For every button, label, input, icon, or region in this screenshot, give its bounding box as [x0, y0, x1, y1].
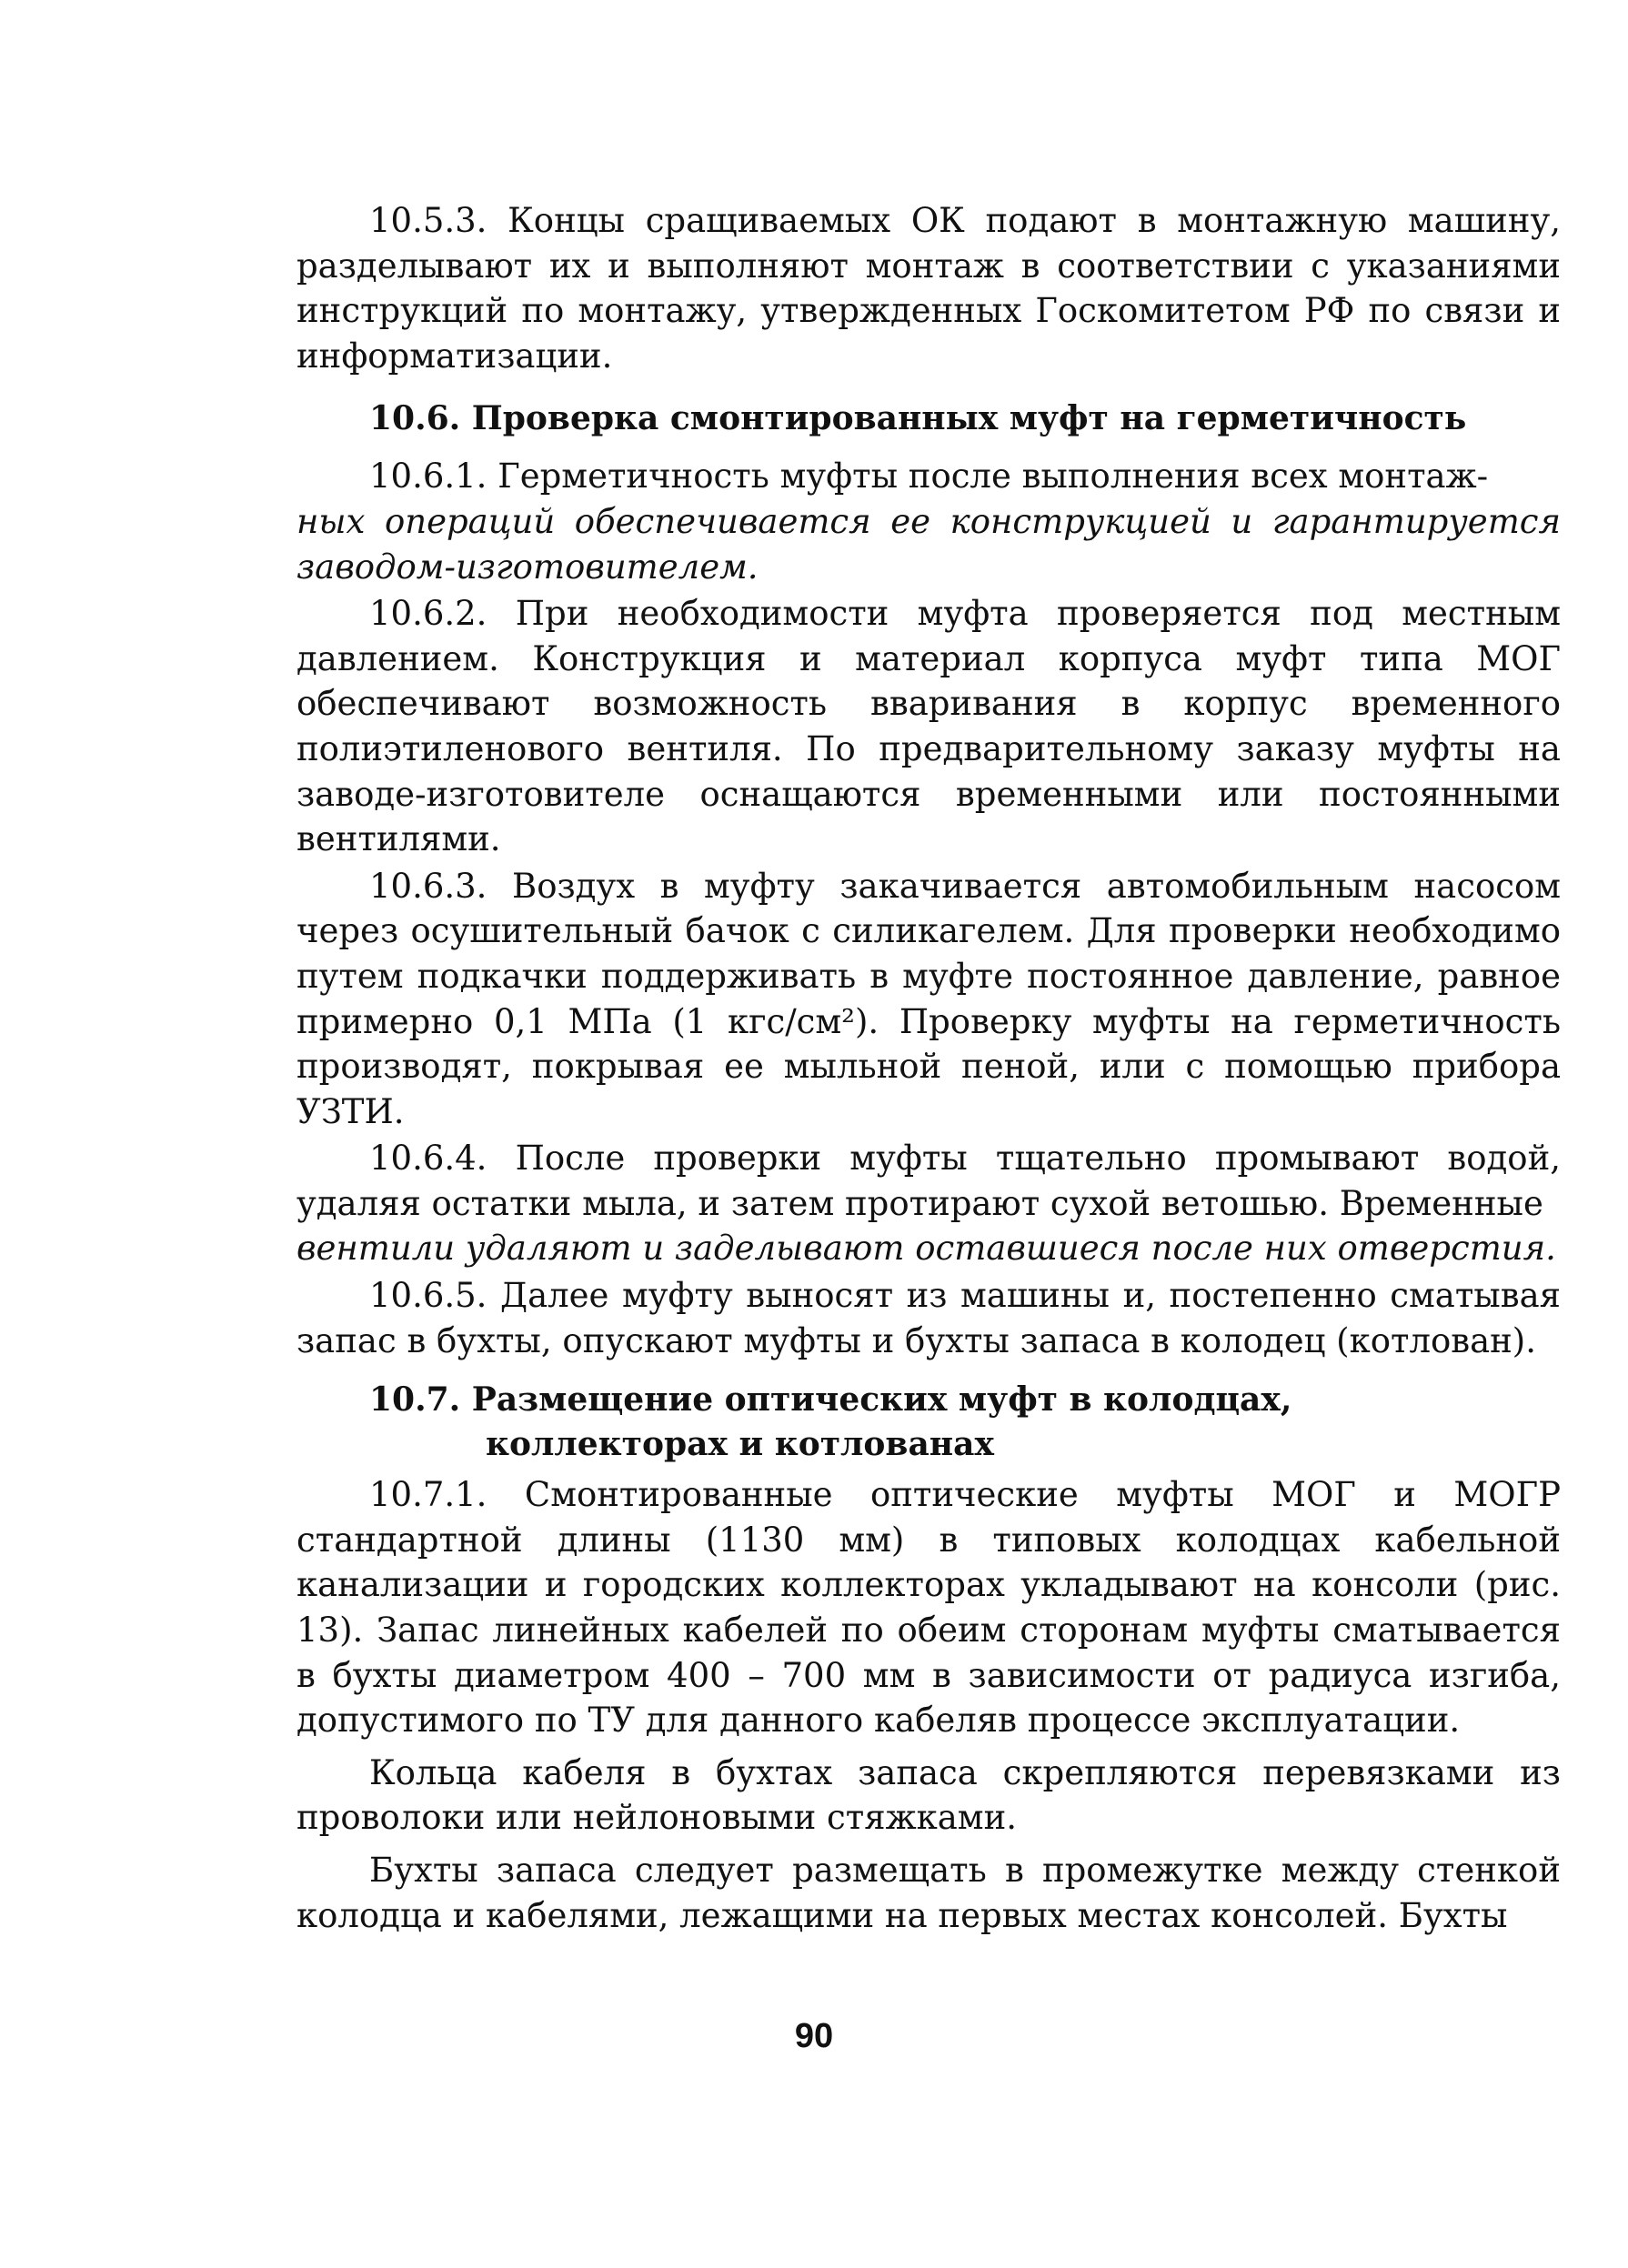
- paragraph-10-6-5: 10.6.5. Далее муфту выносят из машины и, постепенно сматывая запас в бухты, опускают муфты и бухты запаса в колодец (котлован).: [296, 1276, 1561, 1360]
- page-body: [296, 198, 1561, 1938]
- paragraph-10-6-1-rest: ных операций обеспечивается ее конструкцией и гарантируется заводом-изготовителем.: [296, 501, 1561, 587]
- section-heading-10-7-line2: коллекторах и котлованах: [486, 1425, 994, 1464]
- paragraph-10-6-4-end: вентили удаляют и заделывают оставшиеся после них отверстия.: [296, 1229, 1556, 1269]
- paragraph-10-6-1-line1: 10.6.1. Герметичность муфты после выполнения всех монтаж-: [369, 457, 1489, 497]
- paragraph-cable-rings: Кольца кабеля в бухтах запаса скрепляются перевязками из проволоки или нейлоновыми стяжками.: [296, 1752, 1561, 1838]
- page-number: 90: [794, 2017, 834, 2055]
- paragraph-10-6-2: 10.6.2. При необходимости муфта проверяется под местным давлением. Конструкция и материал корпуса муфт типа МОГ обеспечивают возможность вваривания в корпус временного полиэтиленового вентиля. По предварительному заказу муфты на заводе-изготовителе оснащаются временными или постоянными вентилями.: [296, 594, 1561, 859]
- section-heading-10-7: [296, 1378, 1561, 1467]
- paragraph-coil-placement: Бухты запаса следует размещать в промежутке между стенкой колодца и кабелями, лежащими на первых местах консолей. Бухты: [296, 1851, 1561, 1935]
- section-heading-10-7-line1: 10.7. Размещение оптических муфт в колодцах,: [369, 1380, 1292, 1420]
- paragraph-10-6-3: 10.6.3. Воздух в муфту закачивается автомобильным насосом через осушительный бачок с силикагелем. Для проверки необходимо путем подкачки поддерживать в муфте постоянное давление, равное примерно 0,1 МПа (1 кгс/см²). Проверку муфты на герметичность производят, покрывая ее мыльной пеной, или с помощью прибора УЗТИ.: [296, 866, 1561, 1131]
- paragraph-10-7-1: 10.7.1. Смонтированные оптические муфты МОГ и МОГР стандартной длины (1130 мм) в типовых колодцах кабельной канализации и городских коллекторах укладывают на консоли (рис. 13). Запас линейных кабелей по обеим сторонам муфты сматывается в бухты диаметром 400 – 700 мм в зависимости от радиуса изгиба, допустимого по ТУ для данного кабеляв процессе эксплуатации.: [296, 1475, 1561, 1741]
- paragraph-10-6-4: 10.6.4. После проверки муфты тщательно промывают водой, удаляя остатки мыла, и затем протирают сухой ветошью. Временные: [296, 1139, 1561, 1223]
- paragraph-10-5-3: 10.5.3. Концы сращиваемых ОК подают в монтажную машину, разделывают их и выполняют монтаж в соответствии с указаниями инструкций по монтажу, утвержденных Госкомитетом РФ по связи и информатизации.: [296, 201, 1561, 376]
- section-heading-10-6: 10.6. Проверка смонтированных муфт на герметичность: [369, 399, 1467, 438]
